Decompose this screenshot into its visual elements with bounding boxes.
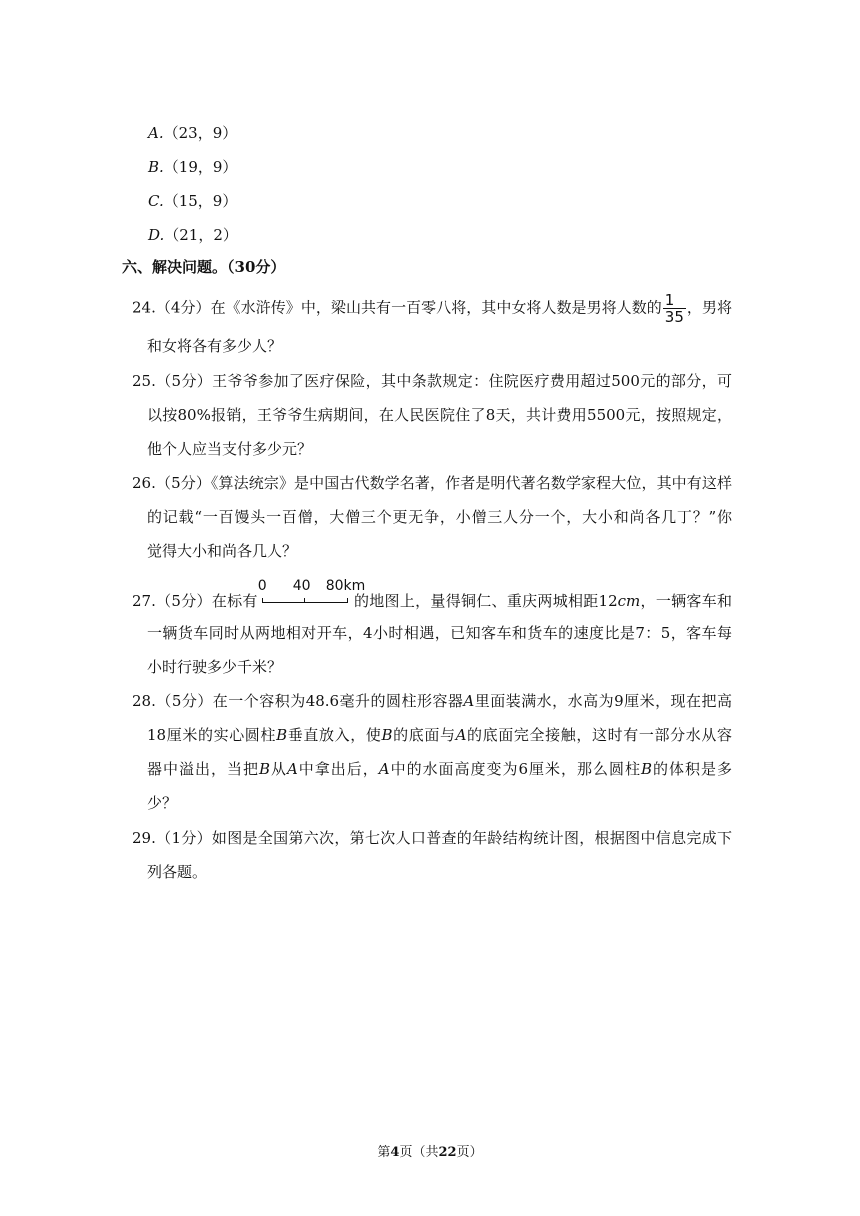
q27-text: 27.（5分）在标有 xyxy=(132,592,258,610)
question-25-line-3: 他个人应当支付多少元？ xyxy=(147,440,313,458)
option-text: （23，9） xyxy=(163,124,238,142)
scale-bar-line xyxy=(262,598,348,603)
q28-text: 的体积是多 xyxy=(652,760,732,778)
option-b xyxy=(148,157,237,177)
question-29-line-1: 29.（1分）如图是全国第六次，第七次人口普查的年龄结构统计图，根据图中信息完成下 xyxy=(132,829,732,847)
q28-text: 从 xyxy=(269,760,287,778)
question-27-line-2: 一辆货车同时从两地相对开车，4小时相遇，已知客车和货车的速度比是7：5，客车每 xyxy=(147,624,732,642)
current-page-number: 4 xyxy=(390,1145,400,1160)
footer-text: 页（共 xyxy=(399,1145,439,1160)
page-footer xyxy=(0,1141,860,1160)
option-letter: A. xyxy=(148,124,164,142)
var-a: A xyxy=(463,692,475,710)
option-d xyxy=(148,225,238,245)
question-27-line-3: 小时行驶多少千米？ xyxy=(147,658,283,676)
option-a xyxy=(148,123,237,143)
question-26-line-2: 的记载“一百馒头一百僧，大僧三个更无争，小僧三人分一个，大小和尚各几丁？”你 xyxy=(147,508,732,526)
footer-text: 页） xyxy=(456,1145,483,1160)
map-scale-bar xyxy=(257,578,366,608)
option-letter: C. xyxy=(148,192,164,210)
q24-text-end: ，男将 xyxy=(686,298,732,317)
q28-text: 里面装满水，水高为9厘米，现在把高 xyxy=(474,692,732,710)
option-c xyxy=(148,191,237,211)
var-b: B xyxy=(276,726,288,744)
q27-text-mid: 的地图上，量得铜仁、重庆两城相距12 xyxy=(353,592,618,610)
q28-text: 的底面与 xyxy=(392,726,456,744)
question-24-line-2: 和女将各有多少人？ xyxy=(147,337,283,355)
var-b: B xyxy=(640,760,653,778)
option-letter: D. xyxy=(148,226,165,244)
q28-text: 器中溢出，当把 xyxy=(147,760,259,778)
question-26-line-1: 26.（5分）《算法统宗》是中国古代数学名著，作者是明代著名数学家程大位，其中有这样 xyxy=(132,474,732,492)
q24-text: 24.（4分）在《水浒传》中，梁山共有一百零八将，其中女将人数是男将人数的 xyxy=(132,298,662,317)
q27-unit: cm xyxy=(617,592,641,610)
total-page-count: 22 xyxy=(438,1145,457,1160)
var-a: A xyxy=(286,760,298,778)
q27-text-end: ，一辆客车和 xyxy=(640,592,732,610)
section-title: 六、解决问题。（30分） xyxy=(122,258,286,276)
question-24-line-1 xyxy=(132,292,732,325)
scale-label-0: 0 xyxy=(257,578,267,594)
var-b: B xyxy=(258,760,270,778)
question-25-line-1: 25.（5分）王爷爷参加了医疗保险，其中条款规定：住院医疗费用超过500元的部分，可 xyxy=(132,372,732,390)
var-a: A xyxy=(455,726,467,744)
question-25-line-2: 以按80%报销，王爷爷生病期间，在人民医院住了8天，共计费用5500元，按照规定， xyxy=(147,406,732,424)
q28-text: 18厘米的实心圆柱 xyxy=(147,726,277,744)
q28-text: 垂直放入，使 xyxy=(287,726,382,744)
var-b: B xyxy=(381,726,393,744)
q28-text: 中拿出后， xyxy=(297,760,379,778)
fraction xyxy=(663,292,686,325)
q28-text: 的底面完全接触，这时有一部分水从容 xyxy=(466,726,732,744)
question-26-line-3: 觉得大小和尚各几人？ xyxy=(147,542,298,560)
question-28-line-2 xyxy=(147,725,732,745)
fraction-denominator: 35 xyxy=(664,308,684,326)
option-text: （15，9） xyxy=(163,192,238,210)
fraction-numerator: 1 xyxy=(663,292,686,309)
q28-text: 28.（5分）在一个容积为48.6毫升的圆柱形容器 xyxy=(132,692,464,710)
var-a: A xyxy=(378,760,390,778)
question-28-line-1 xyxy=(132,691,732,711)
footer-text: 第 xyxy=(377,1145,391,1160)
option-letter: B. xyxy=(148,158,164,176)
scale-label-80km: 80km xyxy=(325,578,366,594)
question-28-line-3 xyxy=(147,759,732,779)
scale-label-40: 40 xyxy=(292,578,311,594)
option-text: （21，2） xyxy=(164,226,238,244)
scale-bar-midtick xyxy=(304,598,305,603)
question-28-line-4: 少？ xyxy=(147,794,178,812)
question-29-line-2: 列各题。 xyxy=(147,863,208,881)
question-27-line-1 xyxy=(132,578,732,611)
option-text: （19，9） xyxy=(163,158,238,176)
q28-text: 中的水面高度变为6厘米，那么圆柱 xyxy=(389,760,641,778)
